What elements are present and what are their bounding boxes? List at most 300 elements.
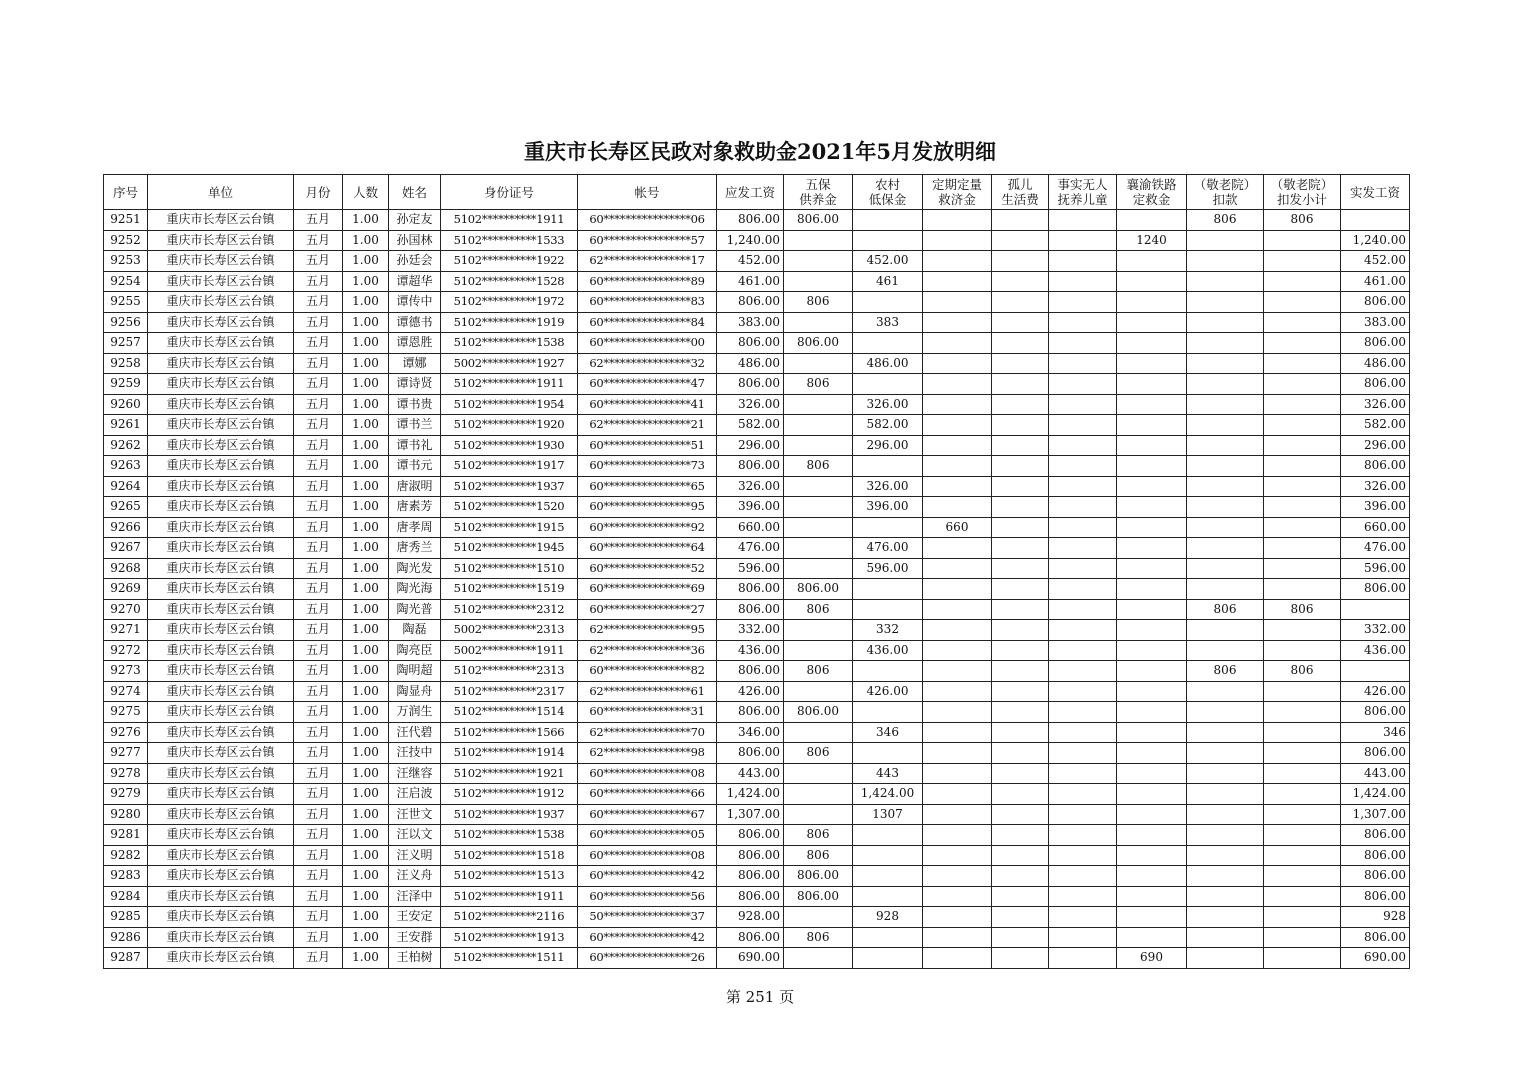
- cell-xiangyu-railway: [1117, 722, 1187, 743]
- cell-rural-allowance: [853, 456, 923, 477]
- cell-orphan-living: [992, 907, 1049, 928]
- cell-count: 1.00: [343, 476, 389, 497]
- cell-count: 1.00: [343, 374, 389, 395]
- cell-orphan-living: [992, 948, 1049, 969]
- table-row: [104, 456, 1410, 477]
- col-header-seq: [104, 175, 148, 210]
- col-header-line: 生活费: [1001, 192, 1039, 207]
- cell-payable: 806.00: [717, 927, 784, 948]
- cell-five-guarantee: [784, 784, 853, 805]
- cell-nursing-withheld: [1264, 456, 1341, 477]
- cell-month: 五月: [294, 804, 343, 825]
- cell-nursing-deduction: [1187, 784, 1264, 805]
- cell-name: 陶光发: [389, 558, 441, 579]
- cell-month: 五月: [294, 681, 343, 702]
- cell-five-guarantee: [784, 620, 853, 641]
- cell-five-guarantee: [784, 804, 853, 825]
- table-row: [104, 312, 1410, 333]
- cell-id-number: 5102**********1514: [441, 702, 578, 723]
- cell-month: 五月: [294, 497, 343, 518]
- cell-month: 五月: [294, 579, 343, 600]
- cell-account: 62****************95: [578, 620, 717, 641]
- cell-id-number: 5102**********1914: [441, 743, 578, 764]
- cell-rural-allowance: [853, 845, 923, 866]
- cell-id-number: 5102**********1520: [441, 497, 578, 518]
- cell-periodic-relief: [923, 743, 992, 764]
- cell-id-number: 5102**********1972: [441, 292, 578, 313]
- table-row: [104, 579, 1410, 600]
- cell-five-guarantee: 806.00: [784, 886, 853, 907]
- cell-periodic-relief: [923, 948, 992, 969]
- cell-net-pay: 461.00: [1341, 271, 1410, 292]
- col-header-de-facto-orphan: [1049, 175, 1117, 210]
- cell-xiangyu-railway: [1117, 210, 1187, 231]
- cell-rural-allowance: [853, 579, 923, 600]
- cell-orphan-living: [992, 743, 1049, 764]
- cell-month: 五月: [294, 640, 343, 661]
- cell-account: 62****************36: [578, 640, 717, 661]
- cell-five-guarantee: [784, 722, 853, 743]
- cell-de-facto-orphan: [1049, 497, 1117, 518]
- cell-de-facto-orphan: [1049, 804, 1117, 825]
- cell-account: 60****************67: [578, 804, 717, 825]
- cell-xiangyu-railway: [1117, 312, 1187, 333]
- cell-orphan-living: [992, 292, 1049, 313]
- cell-orphan-living: [992, 497, 1049, 518]
- cell-count: 1.00: [343, 886, 389, 907]
- cell-xiangyu-railway: [1117, 374, 1187, 395]
- cell-seq: 9271: [104, 620, 148, 641]
- cell-orphan-living: [992, 271, 1049, 292]
- cell-de-facto-orphan: [1049, 333, 1117, 354]
- cell-de-facto-orphan: [1049, 517, 1117, 538]
- cell-payable: 806.00: [717, 579, 784, 600]
- table-row: [104, 640, 1410, 661]
- cell-five-guarantee: [784, 312, 853, 333]
- cell-xiangyu-railway: [1117, 866, 1187, 887]
- cell-xiangyu-railway: 1240: [1117, 230, 1187, 251]
- cell-orphan-living: [992, 681, 1049, 702]
- cell-id-number: 5102**********1911: [441, 886, 578, 907]
- cell-five-guarantee: [784, 353, 853, 374]
- cell-count: 1.00: [343, 743, 389, 764]
- cell-unit: 重庆市长寿区云台镇: [148, 394, 294, 415]
- cell-orphan-living: [992, 661, 1049, 682]
- cell-name: 王柏树: [389, 948, 441, 969]
- cell-periodic-relief: [923, 722, 992, 743]
- cell-periodic-relief: [923, 538, 992, 559]
- cell-five-guarantee: [784, 640, 853, 661]
- cell-five-guarantee: [784, 415, 853, 436]
- cell-payable: 383.00: [717, 312, 784, 333]
- cell-five-guarantee: [784, 251, 853, 272]
- cell-name: 陶光普: [389, 599, 441, 620]
- col-header-line: 月份: [305, 184, 331, 200]
- cell-id-number: 5102**********1912: [441, 784, 578, 805]
- cell-rural-allowance: 346: [853, 722, 923, 743]
- cell-month: 五月: [294, 702, 343, 723]
- cell-net-pay: 690.00: [1341, 948, 1410, 969]
- cell-nursing-withheld: [1264, 579, 1341, 600]
- cell-nursing-withheld: [1264, 435, 1341, 456]
- cell-orphan-living: [992, 456, 1049, 477]
- cell-month: 五月: [294, 292, 343, 313]
- cell-id-number: 5102**********1518: [441, 845, 578, 866]
- cell-xiangyu-railway: [1117, 271, 1187, 292]
- cell-payable: 1,424.00: [717, 784, 784, 805]
- cell-name: 谭书兰: [389, 415, 441, 436]
- cell-month: 五月: [294, 415, 343, 436]
- table-row: [104, 333, 1410, 354]
- cell-account: 60****************82: [578, 661, 717, 682]
- cell-de-facto-orphan: [1049, 538, 1117, 559]
- cell-net-pay: 443.00: [1341, 763, 1410, 784]
- cell-name: 汪技中: [389, 743, 441, 764]
- cell-payable: 582.00: [717, 415, 784, 436]
- table-row: [104, 927, 1410, 948]
- cell-orphan-living: [992, 886, 1049, 907]
- cell-nursing-deduction: [1187, 538, 1264, 559]
- cell-orphan-living: [992, 517, 1049, 538]
- cell-de-facto-orphan: [1049, 743, 1117, 764]
- cell-nursing-deduction: [1187, 271, 1264, 292]
- cell-name: 王安定: [389, 907, 441, 928]
- cell-name: 谭超华: [389, 271, 441, 292]
- cell-nursing-deduction: [1187, 415, 1264, 436]
- cell-seq: 9262: [104, 435, 148, 456]
- cell-month: 五月: [294, 230, 343, 251]
- cell-periodic-relief: [923, 333, 992, 354]
- table-row: [104, 517, 1410, 538]
- cell-unit: 重庆市长寿区云台镇: [148, 374, 294, 395]
- table-row: [104, 394, 1410, 415]
- cell-id-number: 5102**********1528: [441, 271, 578, 292]
- cell-five-guarantee: [784, 394, 853, 415]
- cell-net-pay: 396.00: [1341, 497, 1410, 518]
- cell-nursing-deduction: [1187, 558, 1264, 579]
- cell-account: 62****************32: [578, 353, 717, 374]
- cell-id-number: 5102**********1911: [441, 210, 578, 231]
- col-header-line: 抚养儿童: [1057, 192, 1108, 207]
- col-header-line: 事实无人: [1057, 177, 1108, 192]
- cell-nursing-deduction: [1187, 476, 1264, 497]
- cell-id-number: 5102**********1913: [441, 927, 578, 948]
- cell-net-pay: 806.00: [1341, 845, 1410, 866]
- cell-seq: 9252: [104, 230, 148, 251]
- cell-payable: 326.00: [717, 394, 784, 415]
- cell-net-pay: 452.00: [1341, 251, 1410, 272]
- cell-xiangyu-railway: [1117, 517, 1187, 538]
- cell-month: 五月: [294, 558, 343, 579]
- cell-nursing-deduction: [1187, 948, 1264, 969]
- cell-unit: 重庆市长寿区云台镇: [148, 353, 294, 374]
- cell-id-number: 5002**********1911: [441, 640, 578, 661]
- cell-nursing-deduction: [1187, 866, 1264, 887]
- cell-count: 1.00: [343, 353, 389, 374]
- table-row: [104, 681, 1410, 702]
- cell-nursing-withheld: [1264, 374, 1341, 395]
- cell-unit: 重庆市长寿区云台镇: [148, 763, 294, 784]
- cell-name: 唐秀兰: [389, 538, 441, 559]
- cell-xiangyu-railway: [1117, 497, 1187, 518]
- cell-nursing-withheld: [1264, 763, 1341, 784]
- cell-periodic-relief: [923, 640, 992, 661]
- cell-xiangyu-railway: [1117, 784, 1187, 805]
- cell-payable: 476.00: [717, 538, 784, 559]
- cell-seq: 9276: [104, 722, 148, 743]
- cell-payable: 443.00: [717, 763, 784, 784]
- cell-id-number: 5102**********1954: [441, 394, 578, 415]
- cell-rural-allowance: [853, 292, 923, 313]
- cell-xiangyu-railway: [1117, 579, 1187, 600]
- cell-xiangyu-railway: [1117, 415, 1187, 436]
- col-header-count: [343, 175, 389, 210]
- cell-rural-allowance: 1307: [853, 804, 923, 825]
- cell-nursing-withheld: [1264, 333, 1341, 354]
- cell-month: 五月: [294, 353, 343, 374]
- col-header-net-pay: [1341, 175, 1410, 210]
- cell-month: 五月: [294, 251, 343, 272]
- cell-nursing-withheld: [1264, 702, 1341, 723]
- cell-periodic-relief: [923, 435, 992, 456]
- cell-xiangyu-railway: [1117, 886, 1187, 907]
- cell-count: 1.00: [343, 722, 389, 743]
- cell-net-pay: 806.00: [1341, 886, 1410, 907]
- cell-name: 谭娜: [389, 353, 441, 374]
- cell-month: 五月: [294, 886, 343, 907]
- cell-id-number: 5102**********1538: [441, 333, 578, 354]
- cell-xiangyu-railway: [1117, 476, 1187, 497]
- cell-count: 1.00: [343, 251, 389, 272]
- cell-periodic-relief: [923, 784, 992, 805]
- cell-rural-allowance: 461: [853, 271, 923, 292]
- col-header-unit: [148, 175, 294, 210]
- cell-periodic-relief: [923, 661, 992, 682]
- cell-rural-allowance: [853, 825, 923, 846]
- cell-id-number: 5102**********1911: [441, 374, 578, 395]
- cell-nursing-withheld: [1264, 353, 1341, 374]
- cell-nursing-deduction: [1187, 312, 1264, 333]
- cell-rural-allowance: 332: [853, 620, 923, 641]
- cell-name: 谭德书: [389, 312, 441, 333]
- cell-account: 62****************61: [578, 681, 717, 702]
- table-row: [104, 743, 1410, 764]
- table-row: [104, 620, 1410, 641]
- cell-seq: 9261: [104, 415, 148, 436]
- cell-payable: 806.00: [717, 333, 784, 354]
- cell-xiangyu-railway: [1117, 845, 1187, 866]
- cell-payable: 346.00: [717, 722, 784, 743]
- cell-net-pay: [1341, 661, 1410, 682]
- cell-rural-allowance: [853, 374, 923, 395]
- cell-seq: 9258: [104, 353, 148, 374]
- cell-nursing-deduction: [1187, 497, 1264, 518]
- cell-count: 1.00: [343, 210, 389, 231]
- cell-de-facto-orphan: [1049, 681, 1117, 702]
- col-header-orphan-living: [992, 175, 1049, 210]
- cell-name: 汪代碧: [389, 722, 441, 743]
- cell-id-number: 5102**********2317: [441, 681, 578, 702]
- cell-periodic-relief: [923, 579, 992, 600]
- cell-unit: 重庆市长寿区云台镇: [148, 230, 294, 251]
- cell-net-pay: 1,307.00: [1341, 804, 1410, 825]
- col-header-line: 单位: [207, 184, 233, 200]
- cell-id-number: 5102**********1930: [441, 435, 578, 456]
- cell-name: 汪义明: [389, 845, 441, 866]
- cell-account: 60****************06: [578, 210, 717, 231]
- cell-count: 1.00: [343, 538, 389, 559]
- cell-month: 五月: [294, 784, 343, 805]
- cell-id-number: 5102**********1915: [441, 517, 578, 538]
- cell-de-facto-orphan: [1049, 886, 1117, 907]
- table-row: [104, 599, 1410, 620]
- cell-payable: 806.00: [717, 374, 784, 395]
- cell-de-facto-orphan: [1049, 927, 1117, 948]
- cell-seq: 9251: [104, 210, 148, 231]
- cell-rural-allowance: 383: [853, 312, 923, 333]
- cell-orphan-living: [992, 579, 1049, 600]
- cell-unit: 重庆市长寿区云台镇: [148, 907, 294, 928]
- cell-rural-allowance: 296.00: [853, 435, 923, 456]
- cell-periodic-relief: [923, 866, 992, 887]
- table-row: [104, 866, 1410, 887]
- cell-name: 谭书贵: [389, 394, 441, 415]
- cell-seq: 9286: [104, 927, 148, 948]
- table-row: [104, 476, 1410, 497]
- cell-nursing-withheld: [1264, 804, 1341, 825]
- cell-month: 五月: [294, 517, 343, 538]
- cell-de-facto-orphan: [1049, 374, 1117, 395]
- cell-rural-allowance: [853, 333, 923, 354]
- cell-count: 1.00: [343, 948, 389, 969]
- cell-nursing-deduction: [1187, 292, 1264, 313]
- col-header-five-guarantee: [784, 175, 853, 210]
- cell-de-facto-orphan: [1049, 394, 1117, 415]
- cell-id-number: 5102**********1945: [441, 538, 578, 559]
- cell-orphan-living: [992, 435, 1049, 456]
- cell-unit: 重庆市长寿区云台镇: [148, 825, 294, 846]
- col-header-payable: [717, 175, 784, 210]
- cell-xiangyu-railway: [1117, 927, 1187, 948]
- cell-account: 60****************57: [578, 230, 717, 251]
- cell-payable: 452.00: [717, 251, 784, 272]
- cell-payable: 806.00: [717, 702, 784, 723]
- cell-nursing-deduction: 806: [1187, 599, 1264, 620]
- cell-periodic-relief: [923, 374, 992, 395]
- cell-nursing-deduction: 806: [1187, 210, 1264, 231]
- cell-rural-allowance: 436.00: [853, 640, 923, 661]
- cell-payable: 1,240.00: [717, 230, 784, 251]
- cell-name: 孙国林: [389, 230, 441, 251]
- cell-account: 60****************84: [578, 312, 717, 333]
- cell-count: 1.00: [343, 435, 389, 456]
- cell-name: 汪世文: [389, 804, 441, 825]
- col-header-line: 供养金: [799, 192, 837, 207]
- cell-rural-allowance: 596.00: [853, 558, 923, 579]
- cell-periodic-relief: [923, 476, 992, 497]
- table-row: [104, 825, 1410, 846]
- cell-payable: 296.00: [717, 435, 784, 456]
- cell-periodic-relief: [923, 312, 992, 333]
- cell-orphan-living: [992, 558, 1049, 579]
- cell-unit: 重庆市长寿区云台镇: [148, 866, 294, 887]
- cell-unit: 重庆市长寿区云台镇: [148, 804, 294, 825]
- cell-orphan-living: [992, 210, 1049, 231]
- cell-net-pay: 1,240.00: [1341, 230, 1410, 251]
- cell-five-guarantee: 806.00: [784, 866, 853, 887]
- cell-month: 五月: [294, 661, 343, 682]
- cell-xiangyu-railway: [1117, 825, 1187, 846]
- table-row: [104, 353, 1410, 374]
- cell-unit: 重庆市长寿区云台镇: [148, 681, 294, 702]
- cell-unit: 重庆市长寿区云台镇: [148, 292, 294, 313]
- cell-periodic-relief: [923, 497, 992, 518]
- cell-de-facto-orphan: [1049, 866, 1117, 887]
- cell-nursing-deduction: [1187, 353, 1264, 374]
- cell-nursing-deduction: [1187, 722, 1264, 743]
- cell-payable: 1,307.00: [717, 804, 784, 825]
- col-header-line: 姓名: [401, 184, 427, 200]
- cell-unit: 重庆市长寿区云台镇: [148, 784, 294, 805]
- cell-nursing-withheld: 806: [1264, 599, 1341, 620]
- cell-five-guarantee: 806.00: [784, 333, 853, 354]
- cell-rural-allowance: 396.00: [853, 497, 923, 518]
- cell-xiangyu-railway: [1117, 640, 1187, 661]
- cell-seq: 9287: [104, 948, 148, 969]
- cell-orphan-living: [992, 251, 1049, 272]
- cell-periodic-relief: [923, 271, 992, 292]
- cell-net-pay: 486.00: [1341, 353, 1410, 374]
- cell-nursing-withheld: [1264, 845, 1341, 866]
- cell-seq: 9259: [104, 374, 148, 395]
- cell-de-facto-orphan: [1049, 784, 1117, 805]
- cell-nursing-withheld: [1264, 640, 1341, 661]
- cell-periodic-relief: [923, 251, 992, 272]
- cell-name: 谭传中: [389, 292, 441, 313]
- cell-seq: 9285: [104, 907, 148, 928]
- cell-periodic-relief: [923, 353, 992, 374]
- cell-net-pay: 326.00: [1341, 476, 1410, 497]
- cell-payable: 660.00: [717, 517, 784, 538]
- cell-nursing-withheld: [1264, 497, 1341, 518]
- cell-payable: 461.00: [717, 271, 784, 292]
- cell-nursing-deduction: [1187, 517, 1264, 538]
- cell-orphan-living: [992, 722, 1049, 743]
- cell-seq: 9260: [104, 394, 148, 415]
- cell-name: 谭诗贤: [389, 374, 441, 395]
- cell-payable: 806.00: [717, 886, 784, 907]
- cell-orphan-living: [992, 784, 1049, 805]
- cell-five-guarantee: [784, 435, 853, 456]
- cell-id-number: 5102**********1922: [441, 251, 578, 272]
- cell-rural-allowance: [853, 210, 923, 231]
- cell-nursing-deduction: [1187, 435, 1264, 456]
- col-header-nursing-withheld: [1264, 175, 1341, 210]
- cell-payable: 806.00: [717, 825, 784, 846]
- cell-account: 62****************98: [578, 743, 717, 764]
- cell-count: 1.00: [343, 845, 389, 866]
- cell-nursing-withheld: [1264, 886, 1341, 907]
- table-row: [104, 804, 1410, 825]
- cell-name: 唐孝周: [389, 517, 441, 538]
- cell-periodic-relief: [923, 804, 992, 825]
- table-row: [104, 374, 1410, 395]
- table-row: [104, 907, 1410, 928]
- cell-nursing-deduction: [1187, 579, 1264, 600]
- cell-nursing-withheld: [1264, 538, 1341, 559]
- cell-de-facto-orphan: [1049, 292, 1117, 313]
- cell-seq: 9282: [104, 845, 148, 866]
